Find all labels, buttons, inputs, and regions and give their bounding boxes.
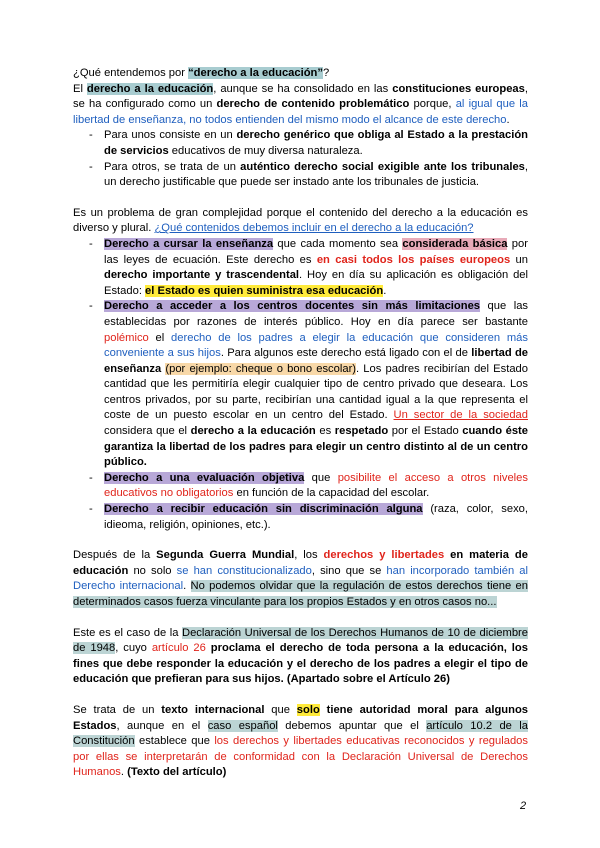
text: en función de la capacidad del escolar. [233,487,430,500]
gray-highlight: caso español [207,719,278,732]
question-term: “derecho a la educación” [188,67,323,79]
spacer [73,533,528,548]
text: educativos de muy diversa naturaleza. [168,144,363,157]
text: un [510,253,528,266]
spacer [73,191,528,206]
text: por el Estado [388,425,463,438]
text: Para otros, se trata de un [104,160,241,173]
text: Para unos consiste en un [104,129,237,142]
question-text: ¿Qué entendemos por [73,67,189,79]
list-item [73,237,528,299]
text: Después de la [73,549,157,562]
list-item [73,471,528,502]
bold-text: en materia de educación [73,549,528,577]
text: , los [294,549,324,562]
list-item [73,299,528,471]
text: el [148,331,172,344]
red-text: posibilite el acceso a otros niveles educativos no obligatorios [104,471,528,500]
term-highlight: derecho a la educación [86,82,214,95]
red-underlined-text: Un sector de la sociedad [393,409,528,422]
spacer [73,611,528,626]
list-contents [73,237,528,533]
text: establece que [134,735,215,748]
bold-text: texto internacional [161,703,265,716]
question-link: ¿Qué contenidos debemos incluir en el derecho a la educación? [154,222,474,235]
blue-text: al igual que la libertad de enseñanza, no todos entienden del mismo modo el alcance de este derecho [73,98,529,126]
text: , cuyo [115,642,152,655]
text: que cada momento sea [273,237,403,250]
red-bold-text: derechos y libertades [323,549,445,562]
text: , sino que se [311,564,387,577]
list-interpretations [73,128,528,190]
bold-text: cuando éste garantiza la libertad de los padres para elegir un centro distinto al de un centro público. [104,425,528,469]
bold-text: proclama el derecho de toda persona a la educación, los fines que debe responder la educación y el derecho de los padres a elegir el tipo de educación que prefieran para sus hijos. [73,642,528,686]
text: . Hoy en día su aplicación es obligación del Estado: [104,269,529,297]
question-heading [73,66,528,82]
gray-highlight: artículo 10.2 de la Constitución [73,719,528,748]
bold-text: (Apartado sobre el Artículo 26) [286,673,450,686]
text: . [183,580,191,593]
purple-highlight: Derecho a acceder a los centros docentes sin más limitaciones [104,300,481,313]
spacer [73,688,528,703]
paragraph-postwar [73,548,528,610]
red-text: artículo 26 [151,642,206,655]
text: , aunque en el [116,719,208,732]
purple-highlight: Derecho a recibir educación sin discriminación alguna [104,503,423,516]
bold-text: libertad de enseñanza [104,347,529,375]
paragraph-international-text [73,703,528,781]
text: que las establecidas por razones de interés público. Hoy en día parece ser bastante [104,300,529,328]
text: . Para algunos este derecho está ligado con el de [220,347,472,360]
blue-text: derecho de los padres a elegir la educación que consideren más conveniente a sus hijos [104,331,528,360]
text: es [315,425,335,438]
page-number: 2 [520,800,527,812]
text: , se ha configurado como un [73,82,528,111]
paragraph-declaration [73,626,528,688]
paragraph-complexity [73,206,528,237]
bold-text: derecho de contenido problemático [216,98,410,111]
text: . [383,284,387,297]
text: debemos apuntar que el [277,719,427,732]
blue-text: se han constitucionalizado [176,564,312,577]
text: que [264,703,297,716]
text [320,704,327,716]
text: . Los padres recibirían del Estado cantidad que les permitiría elegir cualquier tipo de centro privado que deseara. Los centros privados, por su parte, recibirían una cantidad igual a la que representa el coste de un puesto escolar en un centro del Estado. [104,362,529,422]
text: (raza, color, sexo, idieoma, religión, opiniones, etc.). [104,503,528,531]
bold-text: constituciones europeas [392,82,525,95]
text: Se trata de un [73,703,162,716]
orange-highlight: (por ejemplo: cheque o bono escolar) [165,362,357,375]
text: porque, [409,98,456,111]
yellow-highlight: solo [296,703,320,716]
text: . [506,113,510,126]
bold-text: derecho a la educación [190,425,316,438]
list-item [73,502,528,533]
yellow-highlight: el Estado es quien suministra esa educación [145,284,384,297]
bold-text: derecho importante y trascendental [104,269,300,282]
purple-highlight: Derecho a una evaluación objetiva [104,471,305,484]
purple-highlight: Derecho a cursar la enseñanza [104,237,274,250]
text: por las leyes de ecuación. Este derecho es [104,237,528,266]
bold-text: auténtico derecho social exigible ante los tribunales [240,160,525,173]
text: que [304,471,338,484]
bold-text: tiene autoridad moral para algunos Estados [73,703,528,732]
blue-text: han incorporado también al Derecho internacional [73,564,529,593]
red-text: polémico [104,331,149,344]
bold-text: respetado [334,425,389,438]
bold-text: (Texto del artículo) [127,766,227,779]
pink-highlight: considerada básica [402,237,508,250]
list-item [73,160,528,191]
paragraph-definition [73,82,528,129]
question-mark: ? [322,67,330,79]
text: . [120,766,128,779]
list-item [73,128,528,159]
text: Este es el caso de la [73,626,182,639]
text: El [73,82,87,95]
text: , aunque se ha consolidado en las [213,82,393,95]
text: Es un problema de gran complejidad porque el contenido del derecho a la educación es diverso y plural. [73,206,528,235]
text: no solo [128,564,177,577]
bold-text: derecho genérico que obliga al Estado a la prestación de servicios [104,129,528,157]
gray-highlight: Declaración Universal de los Derechos Humanos de 10 de diciembre de 1948 [73,626,528,655]
red-text: los derechos y libertades educativas reconocidos y regulados por ellas se interpretarán de conformidad con la Declaración Universal de Derechos Humanos [73,735,528,779]
document-body [73,66,528,781]
gray-highlight: No podemos olvidar que la regulación de estos derechos tiene en determinados casos fuerza vinculante para los propios Estados y en otros casos no... [73,580,528,608]
text: , un derecho justificable que puede ser instado ante los tribunales de justicia. [104,160,528,189]
red-bold-text: en casi todos los países europeos [316,253,511,266]
text: considera que el [104,425,191,438]
bold-text: Segunda Guerra Mundial [156,549,295,562]
